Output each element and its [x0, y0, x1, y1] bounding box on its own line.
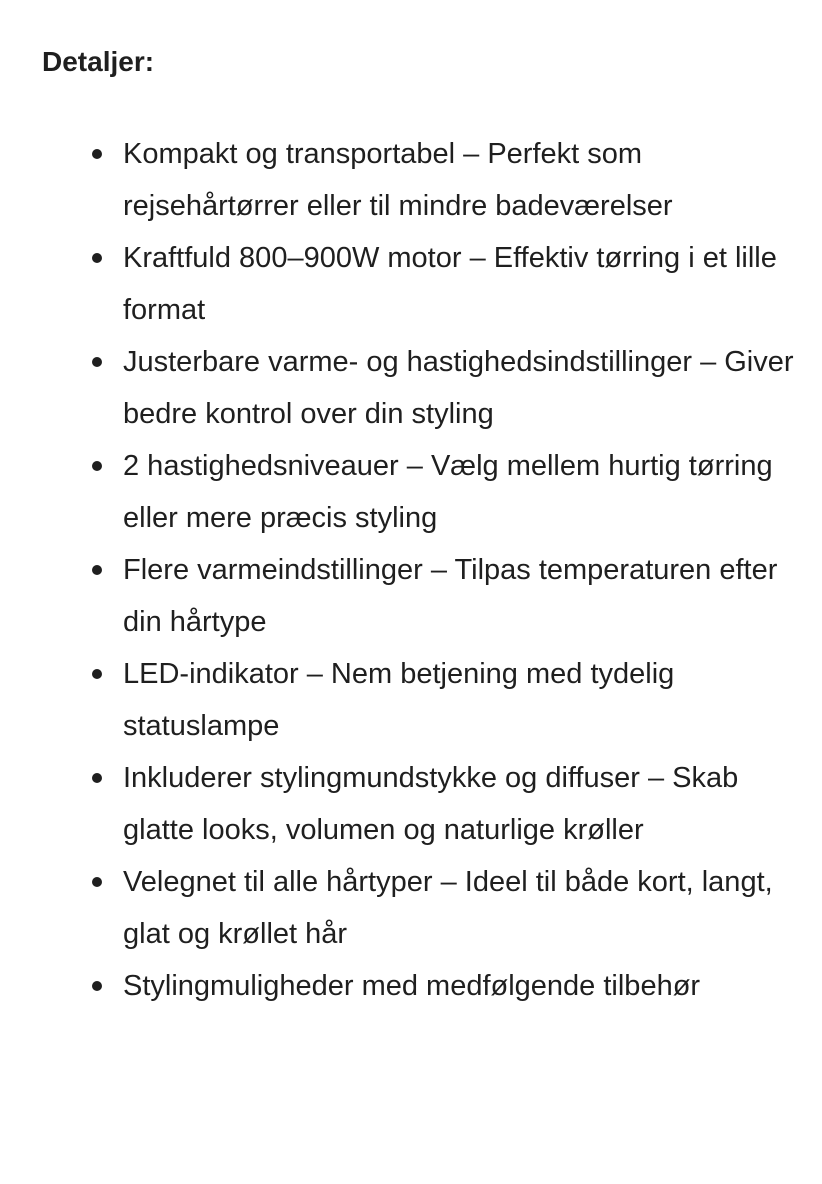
list-item-text: Kompakt og transportabel – Perfekt som rejsehårtørrer eller til mindre badeværelser	[123, 138, 673, 222]
list-item	[42, 232, 802, 336]
list-item-text: Velegnet til alle hårtyper – Ideel til både kort, langt, glat og krøllet hår	[123, 866, 773, 950]
list-item	[42, 440, 802, 544]
bullet-icon	[92, 357, 102, 367]
list-item	[42, 336, 802, 440]
list-item-text: Inkluderer stylingmundstykke og diffuser – Skab glatte looks, volumen og naturlige krøller	[123, 762, 739, 846]
list-item-text: Stylingmuligheder med medfølgende tilbehør	[123, 970, 701, 1002]
bullet-icon	[92, 253, 102, 263]
details-heading: Detaljer:	[42, 46, 155, 77]
list-item	[42, 128, 802, 232]
list-item-text: Kraftfuld 800–900W motor – Effektiv tørring i et lille format	[123, 242, 777, 326]
list-item-text: LED-indikator – Nem betjening med tydelig statuslampe	[123, 658, 675, 742]
list-item	[42, 648, 802, 752]
bullet-icon	[92, 149, 102, 159]
list-item	[42, 960, 802, 1012]
list-item-text: Justerbare varme- og hastighedsindstillinger – Giver bedre kontrol over din styling	[123, 346, 794, 430]
list-item-text: Flere varmeindstillinger – Tilpas temperaturen efter din hårtype	[123, 554, 778, 638]
list-item	[42, 856, 802, 960]
list-item	[42, 544, 802, 648]
bullet-icon	[92, 773, 102, 783]
details-list	[42, 128, 802, 1012]
list-item-text: 2 hastighedsniveauer – Vælg mellem hurtig tørring eller mere præcis styling	[123, 450, 773, 534]
bullet-icon	[92, 461, 102, 471]
bullet-icon	[92, 565, 102, 575]
bullet-icon	[92, 669, 102, 679]
bullet-icon	[92, 877, 102, 887]
bullet-icon	[92, 981, 102, 991]
list-item	[42, 752, 802, 856]
